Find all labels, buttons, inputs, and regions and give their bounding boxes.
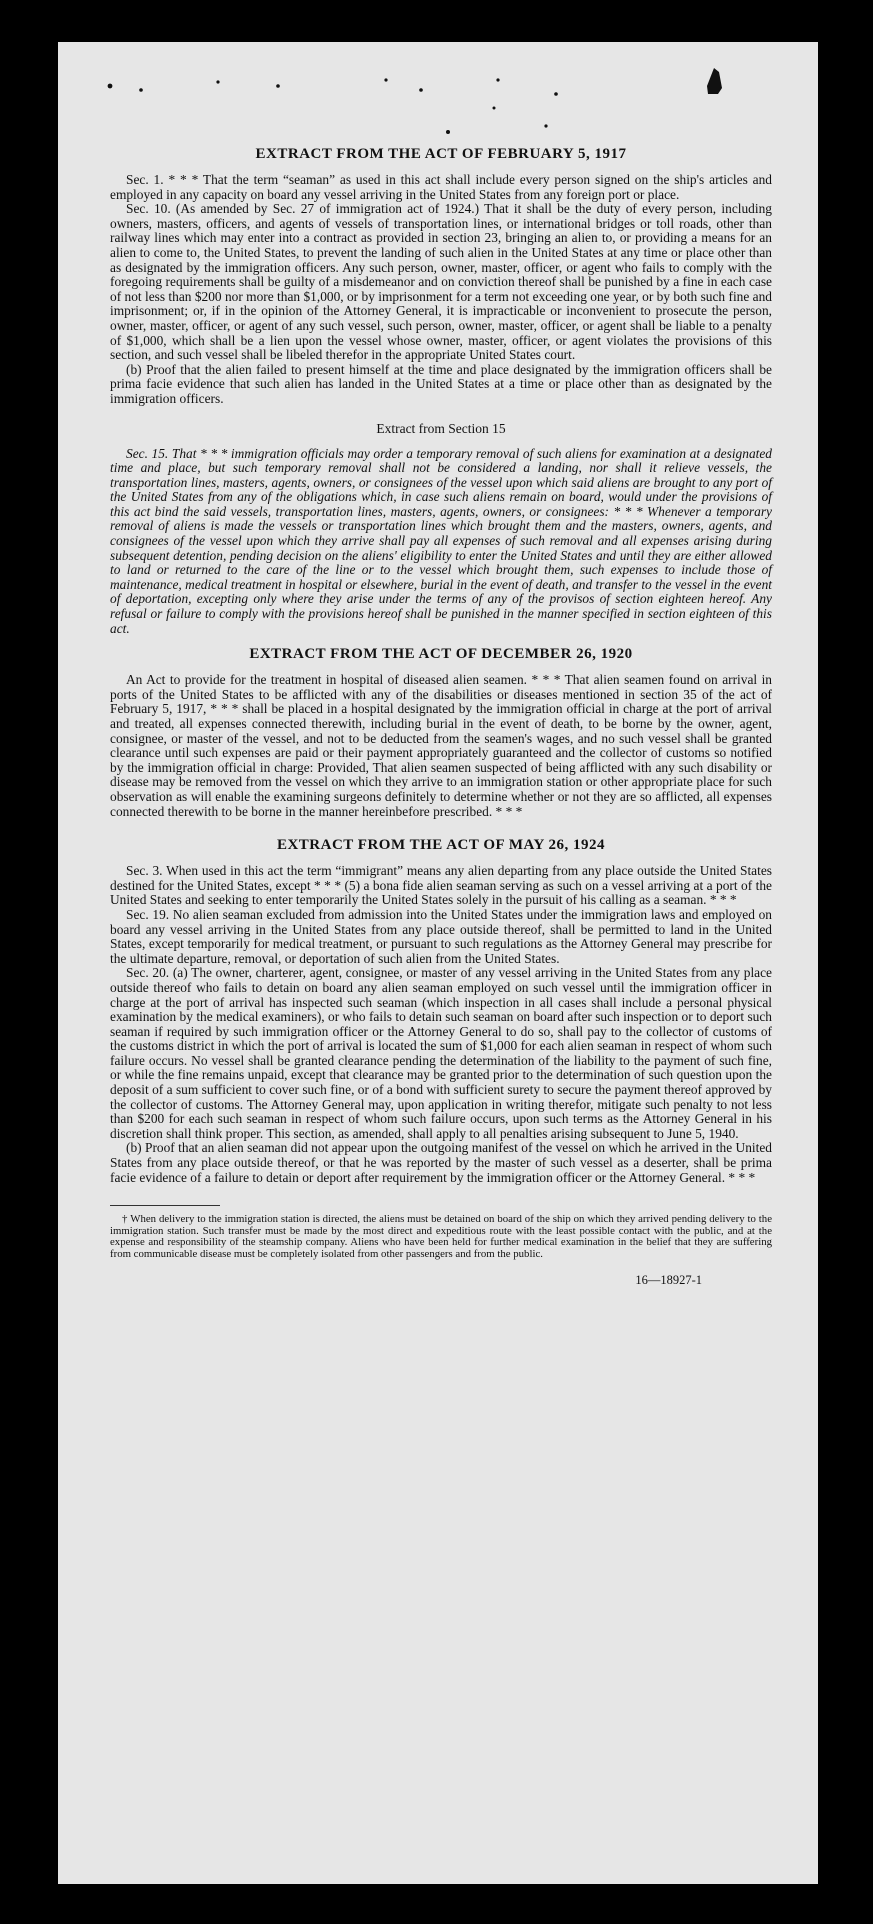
section-heading: EXTRACT FROM THE ACT OF FEBRUARY 5, 1917 bbox=[255, 146, 627, 162]
paragraph: Sec. 10. (As amended by Sec. 27 of immigration act of 1924.) That it shall be the duty of every person, including owners, masters, officers, and agents of vessels of transportation lines, or international bridges or toll roads, other than railway lines which may enter into a contract as provided in section 23, bringing an alien to, or providing a means for an alien to come to, the United States, to prevent the landing of such alien in the United States at any time or place other than as designated by the immigration officers. Any such person, owner, master, officer, or agent who fails to comply with the foregoing requirements shall be guilty of a misdemeanor and on conviction thereof shall be punished by a fine in each case of not less than $200 nor more than $1,000, or by imprisonment for a term not exceeding one year, or by both such fine and imprisonment; or, if in the opinion of the Attorney General, it is impracticable or inconvenient to prosecute the person, owner, master, officer, or agent of any such vessel, such person, owner, master, officer, or agent shall be liable to a penalty of $1,000, which shall be a lien upon the vessel whose owner, master, officer, or agent violates the provisions of this section, and such vessel shall be libeled therefor in the appropriate United States court. bbox=[110, 201, 772, 363]
act-1920-section bbox=[110, 646, 772, 819]
document-number: 16—18927-1 bbox=[635, 1272, 702, 1287]
paragraph: Sec. 1. * * * That the term “seaman” as used in this act shall include every person signed on the ship's articles and employed in any capacity on board any vessel arriving in the United States from any foreign port or place. bbox=[110, 172, 772, 202]
footnote bbox=[110, 1214, 772, 1260]
paragraph: Sec. 20. (a) The owner, charterer, agent, consignee, or master of any vessel arriving in the United States from any place outside thereof who fails to detain on board any alien seaman employed on such vessel until the immigration officer in charge at the port of arrival has inspected such seaman (which inspection in all cases shall include a personal physical examination by the medical examiners), or who fails to detain such seaman on board after such inspection or to deport such seaman if required by such immigration officer or the Attorney General to do so, shall pay to the collector of customs of the customs district in which the port of arrival is located the sum of $1,000 for each alien seaman in respect of whom such failure occurs. No vessel shall be granted clearance pending the determination of the liability to the payment of such fine, or while the fine remains unpaid, except that clearance may be granted prior to the determination of such question upon the deposit of a sum sufficient to cover such fine, or of a bond with sufficient surety to secure the payment thereof approved by the collector of customs. The Attorney General may, upon application in writing therefor, mitigate such penalty to not less than $200 for each such seaman in respect of whom such failure occurs, upon such terms as the Attorney General in his discretion shall think proper. This section, as amended, shall apply to all penalties arising subsequent to June 5, 1940. bbox=[110, 965, 772, 1141]
footnote-text: † When delivery to the immigration station is directed, the aliens must be detained on board of the ship on which they arrived pending delivery to the immigration station. Such transfer must be made by the most direct and expeditious route with the least possible contact with the public, and at the expense and responsibility of the steamship company. Aliens who have been held for further medical examination in the belief that they are suffering from communicable disease must be completely isolated from other passengers and from the public. bbox=[110, 1213, 772, 1260]
paragraph: (b) Proof that the alien failed to present himself at the time and place designated by the immigration officers shall be prima facie evidence that such alien has landed in the United States at a time or place other than as designated by the immigration officers. bbox=[110, 361, 772, 406]
section-15-extract bbox=[110, 421, 772, 637]
paragraph: (b) Proof that an alien seaman did not appear upon the outgoing manifest of the vessel on which he arrived in the United States from any place outside thereof, or that he was reported by the master of such vessel as a deserter, shall be prima facie evidence of a failure to detain or deport after requirement by the immigration officer or the Attorney General. * * * bbox=[110, 1140, 772, 1185]
section-heading: EXTRACT FROM THE ACT OF MAY 26, 1924 bbox=[276, 837, 606, 854]
act-1924-section bbox=[110, 837, 772, 1185]
section-heading: EXTRACT FROM THE ACT OF DECEMBER 26, 1920 bbox=[249, 646, 633, 663]
paragraph: Sec. 19. No alien seaman excluded from admission into the United States under the immigration laws and employed on board any vessel arriving in the United States from any place outside thereof, shall be permitted to land in the United States, except temporarily for medical treatment, or pursuant to such regulations as the Attorney General may prescribe for the ultimate departure, removal, or deportation of such alien from the United States. bbox=[110, 906, 772, 966]
section-subheading: Extract from Section 15 bbox=[376, 420, 506, 436]
document-body bbox=[110, 146, 772, 1288]
document-page bbox=[58, 42, 818, 1884]
paragraph: Sec. 15. That * * * immigration officials may order a temporary removal of such aliens for examination at a designated time and place, but such temporary removal shall not be considered a landing, nor shall it relieve vessels, the transportation lines, masters, agents, owners, or consignees of the vessel upon which said aliens are brought to any port of the United States from any of the obligations which, in case such aliens remain on board, would under the provisions of this act bind the said vessels, transportation lines, masters, agents, owners, or consignees: * * * Whenever a temporary removal of aliens is made the vessels or transportation lines which brought them and the masters, owners, agents, and consignees of the vessel upon which they arrive shall pay all expenses of such removal and all expenses arising during subsequent detention, pending decision on the aliens' eligibility to enter the United States and until they are either allowed to land or returned to the care of the line or to the vessel which brought them, such expenses to include those of maintenance, medical treatment in hospital or elsewhere, burial in the event of death, and transfer to the vessel in the event of deportation, excepting only where they arise under the terms of any of the provisos of section eighteen hereof. Any refusal or failure to comply with the provisions hereof shall be punished in the manner specified in section eighteen of this act. bbox=[110, 445, 772, 636]
paragraph: Sec. 3. When used in this act the term “immigrant” means any alien departing from any place outside the United States destined for the United States, except * * * (5) a bona fide alien seaman serving as such on a vessel arriving at a port of the United States and seeking to enter temporarily the United States solely in the pursuit of his calling as a seaman. * * * bbox=[110, 863, 772, 908]
act-1917-section bbox=[110, 146, 772, 407]
footnote-divider bbox=[110, 1205, 220, 1206]
paragraph: An Act to provide for the treatment in hospital of diseased alien seamen. * * * That alien seamen found on arrival in ports of the United States to be afflicted with any of the disabilities or diseases mentioned in section 35 of the act of February 5, 1917, * * * shall be placed in a hospital designated by the immigration official in charge at the port of arrival and treated, all expenses connected therewith, including burial in the event of death, to be borne by the owner, agent, consignee, or master of the vessel, and not to be deducted from the seamen's wages, and no such vessel shall be granted clearance until such expenses are paid or their payment appropriately guaranteed and the collector of customs so notified by the immigration official in charge: Provided, That alien seamen suspected of being afflicted with any such disability or disease may be removed from the vessel on which they arrive to an immigration station or other appropriate place for such observation as will enable the examining surgeons definitely to determine whether or not they are so afflicted, all expenses connected therewith to be borne in the manner hereinbefore prescribed. * * * bbox=[110, 672, 772, 819]
